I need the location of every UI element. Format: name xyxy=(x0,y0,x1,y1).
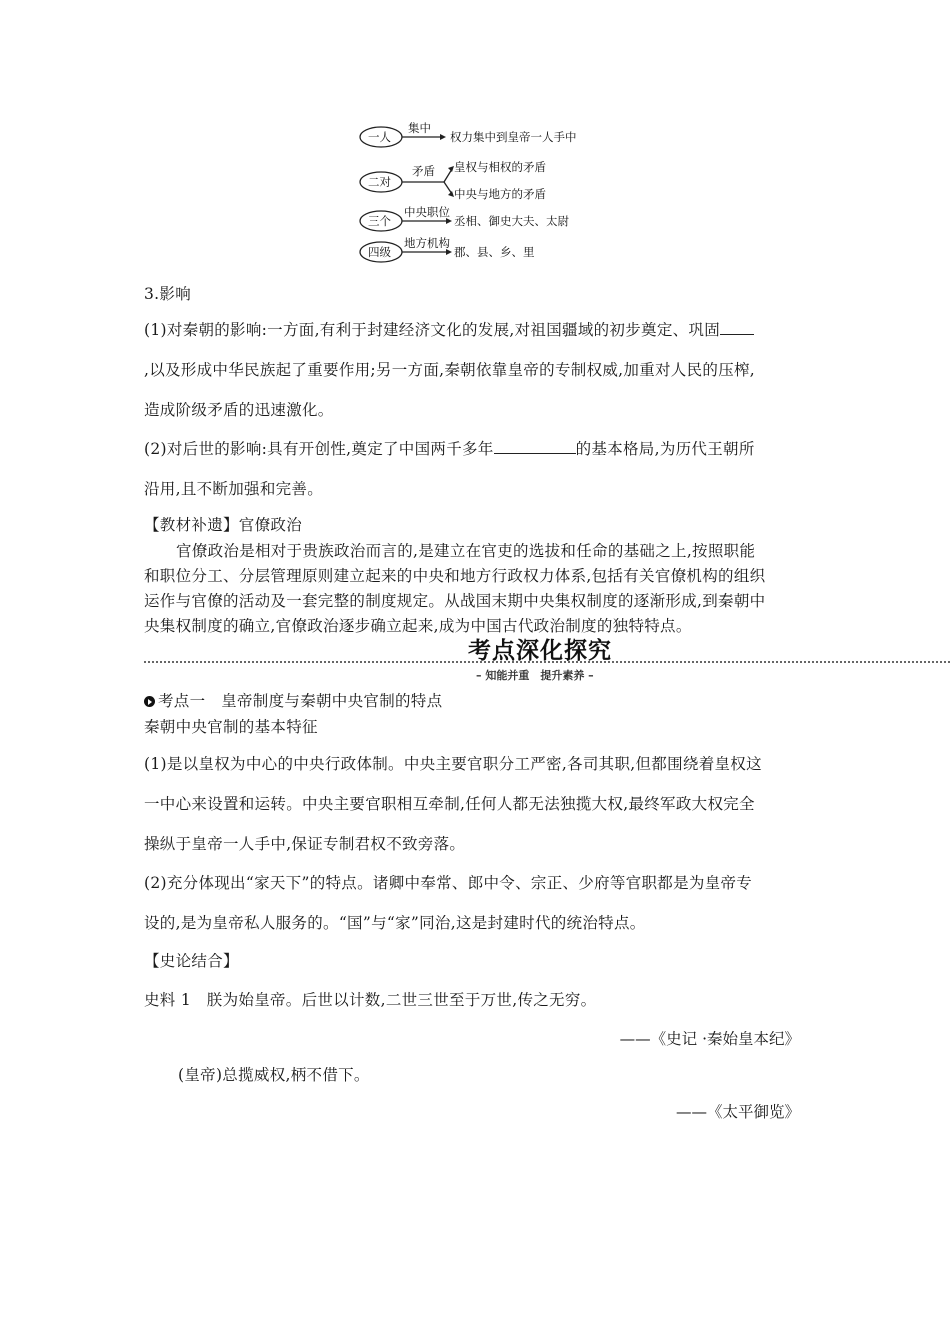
paragraph-line: 造成阶级矛盾的迅速激化。 xyxy=(144,401,334,419)
paragraph-line: (2)充分体现出“家天下”的特点。诸卿中奉常、郎中令、宗正、少府等官职都是为皇帝专 xyxy=(144,874,753,892)
fill-blank xyxy=(494,439,576,454)
paragraph-line: 设的,是为皇帝私人服务的。“国”与“家”同治,这是封建时代的统治特点。 xyxy=(144,914,646,932)
result-2a: 皇权与相权的矛盾 xyxy=(454,160,546,174)
kaodian-title: 考点一 皇帝制度与秦朝中央官制的特点 xyxy=(158,692,443,710)
arrow-label-4: 地方机构 xyxy=(404,236,450,250)
shilun-heading: 【史论结合】 xyxy=(144,952,239,970)
text: (1)对秦朝的影响:一方面,有利于封建经济文化的发展,对祖国疆域的初步奠定、巩固 xyxy=(144,321,721,339)
section-heading: 3.影响 xyxy=(144,285,191,303)
paragraph-line xyxy=(144,437,755,459)
result-4: 郡、县、乡、里 xyxy=(454,245,535,259)
arrow-label-3: 中央职位 xyxy=(404,205,450,219)
supplement-line: 央集权制度的确立,官僚政治逐步确立起来,成为中国古代政治制度的独特特点。 xyxy=(144,617,692,635)
play-bullet-icon xyxy=(144,696,155,707)
result-3: 丞相、御史大夫、太尉 xyxy=(454,214,569,228)
source-citation-2: ——《太平御览》 xyxy=(675,1103,800,1121)
kaodian-subheading: 秦朝中央官制的基本特征 xyxy=(144,718,318,736)
banner-title: 考点深化探究 xyxy=(468,638,612,664)
banner-subtitle: – 知能并重 提升素养 – xyxy=(476,669,594,682)
arrow-label-2: 矛盾 xyxy=(412,164,435,178)
paragraph-line: ,以及形成中华民族起了重要作用;另一方面,秦朝依靠皇帝的专制权威,加重对人民的压榨, xyxy=(144,361,756,379)
supplement-heading: 【教材补遗】官僚政治 xyxy=(144,516,303,534)
paragraph-line: 一中心来设置和运转。中央主要官职相互牵制,任何人都无法独揽大权,最终军政大权完全 xyxy=(144,795,755,813)
kaodian-heading xyxy=(144,689,442,711)
source-quote-1: 史料 1 朕为始皇帝。后世以计数,二世三世至于万世,传之无穷。 xyxy=(144,991,597,1009)
supplement-line: 运作与官僚的活动及一套完整的制度规定。从战国末期中央集权制度的逐渐形成,到秦朝中 xyxy=(144,592,766,610)
supplement-line: 官僚政治是相对于贵族政治而言的,是建立在官吏的选拔和任命的基础之上,按照职能 xyxy=(176,542,756,560)
central-power-diagram xyxy=(356,118,606,268)
supplement-line: 和职位分工、分层管理原则建立起来的中央和地方行政权力体系,包括有关官僚机构的组织 xyxy=(144,567,766,585)
paragraph-line: 沿用,且不断加强和完善。 xyxy=(144,480,324,498)
paragraph-line xyxy=(144,318,754,340)
source-quote-2: (皇帝)总揽威权,柄不借下。 xyxy=(178,1066,370,1084)
source-citation-1: ——《史记 ·秦始皇本纪》 xyxy=(619,1030,800,1048)
result-1: 权力集中到皇帝一人手中 xyxy=(450,130,577,144)
text: 的基本格局,为历代王朝所 xyxy=(575,440,755,458)
paragraph-line: 操纵于皇帝一人手中,保证专制君权不致旁落。 xyxy=(144,835,466,853)
node-label-1: 一人 xyxy=(368,130,391,144)
node-label-3: 三个 xyxy=(368,214,391,228)
result-2b: 中央与地方的矛盾 xyxy=(454,187,546,201)
divider xyxy=(144,661,950,663)
fill-blank xyxy=(720,320,754,335)
paragraph-line: (1)是以皇权为中心的中央行政体制。中央主要官职分工严密,各司其职,但都围绕着皇权这 xyxy=(144,755,762,773)
node-label-2: 二对 xyxy=(368,175,391,189)
text: (2)对后世的影响:具有开创性,奠定了中国两千多年 xyxy=(144,440,494,458)
node-label-4: 四级 xyxy=(368,245,391,259)
arrow-label-1: 集中 xyxy=(408,121,431,135)
